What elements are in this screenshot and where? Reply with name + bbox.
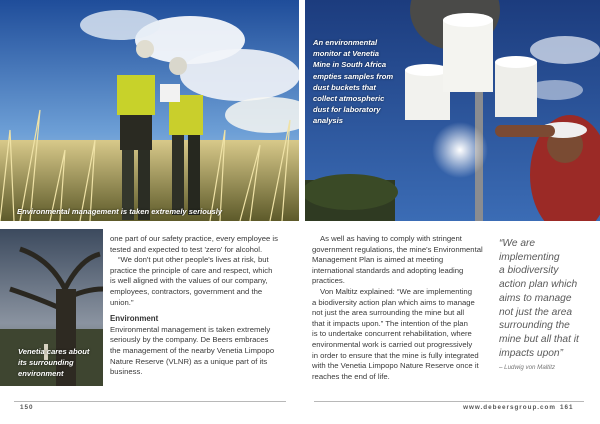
- footer-rule-right: [314, 401, 584, 402]
- paragraph: “We don't put other people's lives at risk, but practice the principle of care and respect, which is well aligned with the values of our company, employees, contractors, government and the union.”: [110, 255, 273, 307]
- page-number-left: 150: [20, 404, 34, 411]
- footer-url: www.debeersgroup.com: [463, 404, 556, 411]
- caption-left-small: Venetia cares about its surrounding environment: [18, 347, 90, 379]
- paragraph: Von Maltitz explained: “We are implementing a biodiversity action plan which aims to manage not just the area surrounding the mine but all that it impacts upon.” The intention of the plan is to undertake concurrent rehabilitation, where environmental work is carried out progressively in order to ensure that the mine is fully integrated with the Venetia Limpopo Nature Reserve once it reaches the end of life.: [312, 286, 479, 381]
- paragraph: one part of our safety practice, every employee is tested and expected to test 'zero' for alcohol.: [110, 234, 278, 254]
- caption-top-left: Environmental management is taken extremely seriously: [17, 207, 223, 216]
- caption-top-right: An environmental monitor at Venetia Mine in South Africa empties samples from dust buckets that collect atmospheric dust for laboratory analysis: [313, 38, 394, 126]
- photo-inspectors-grassland: [0, 0, 299, 221]
- paragraph: Environmental management is taken extremely seriously by the company. De Beers embraces the management of the nearby Venetia Limpopo Nature Reserve (VLNR) as a unique part of its business.: [110, 324, 275, 377]
- section-heading: Environment: [110, 314, 159, 324]
- text-column-right: [312, 234, 494, 382]
- page-number-right: 161: [560, 404, 574, 411]
- pull-quote: “We are implementing a biodiversity action plan which aims to manage not just the area surrounding the mine but all that it impacts upon”: [499, 238, 579, 359]
- pull-quote-attribution: – Ludwig von Maltitz: [499, 364, 556, 371]
- paragraph: As well as having to comply with stringent government regulations, the mine's Environmental Management Plan is aimed at meeting international standards and adopting leading practices.: [312, 234, 483, 286]
- text-column-left: [110, 234, 300, 378]
- footer-rule-left: [14, 401, 286, 402]
